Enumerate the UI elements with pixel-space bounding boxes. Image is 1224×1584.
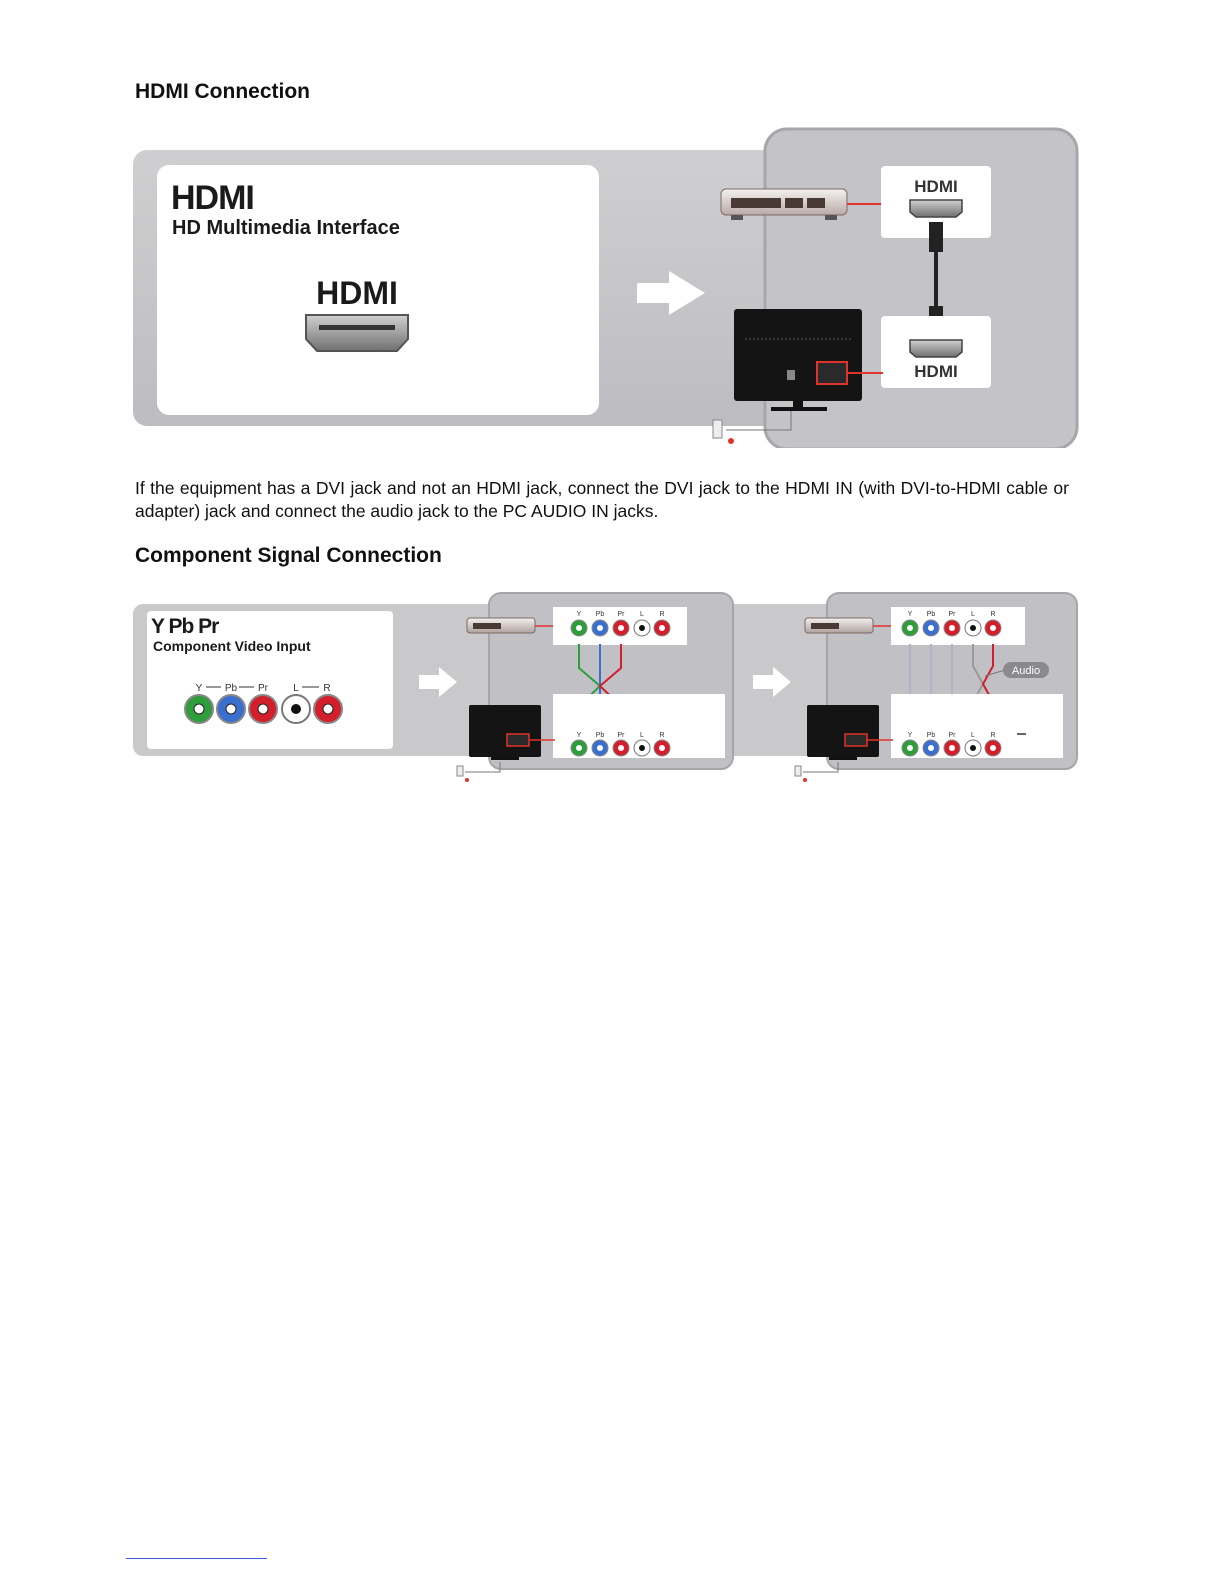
d2-tv-label-y: Y	[907, 732, 913, 739]
d1-tv-label-y: Y	[576, 732, 582, 739]
footer-rule	[126, 1558, 267, 1559]
d1-tv-label-r: R	[659, 732, 665, 739]
d2-tv-label-r: R	[990, 732, 996, 739]
d1-tv-label-pb: Pb	[595, 732, 605, 739]
dvi-note-paragraph: If the equipment has a DVI jack and not an HDMI jack, connect the DVI jack to the HDMI IN (with DVI-to-HDMI cable or adapter) jack and connect the audio jack to the PC AUDIO IN jacks.	[135, 478, 1069, 521]
d2-tv-label-pb: Pb	[926, 732, 936, 739]
component-subtitle: Component Video Input	[153, 638, 311, 654]
source-device-icon	[721, 189, 847, 220]
audio-badge	[1003, 662, 1049, 678]
audio-badge-label: Audio	[1011, 665, 1041, 677]
hdmi-heading: HDMI Connection	[135, 80, 310, 103]
hdmi-port-title: HDMI	[316, 275, 398, 311]
jack-label-r: R	[323, 683, 331, 694]
d1-src-label-y: Y	[576, 611, 582, 618]
tv-hdmi-port-label: HDMI	[914, 362, 958, 381]
hdmi-logo-text: HDMI	[171, 179, 254, 217]
d2-tv-back-icon	[807, 705, 879, 760]
hdmi-connection-diagram	[133, 126, 1081, 448]
d2-src-label-l: L	[971, 611, 975, 618]
d2-tv-label-pr: Pr	[948, 732, 956, 739]
component-title: Y Pb Pr	[151, 615, 219, 638]
panel-jacks	[185, 695, 342, 723]
d1-tv-label-pr: Pr	[617, 732, 625, 739]
d2-src-label-r: R	[990, 611, 996, 618]
source-device-icon	[467, 618, 535, 633]
source-device-icon-2	[805, 618, 873, 633]
component-heading: Component Signal Connection	[135, 544, 442, 567]
jack-label-pr: Pr	[258, 683, 268, 694]
source-hdmi-port-label: HDMI	[914, 177, 958, 196]
d1-tv-label-l: L	[640, 732, 644, 739]
component-connection-diagram	[133, 590, 1081, 786]
d2-src-label-pr: Pr	[948, 611, 956, 618]
tv-back-icon	[734, 309, 862, 411]
jack-label-y: Y	[195, 683, 203, 694]
hdmi-subtitle: HD Multimedia Interface	[172, 217, 400, 239]
d2-src-label-pb: Pb	[926, 611, 936, 618]
d2-tv-label-l: L	[971, 732, 975, 739]
d1-src-label-r: R	[659, 611, 665, 618]
d1-src-label-pb: Pb	[595, 611, 605, 618]
jack-label-l: L	[293, 683, 299, 694]
hdmi-port-icon	[306, 315, 408, 351]
d2-src-label-y: Y	[907, 611, 913, 618]
jack-label-pb: Pb	[224, 683, 238, 694]
d1-tv-back-icon	[469, 705, 541, 760]
d1-src-label-pr: Pr	[617, 611, 625, 618]
d1-src-label-l: L	[640, 611, 644, 618]
